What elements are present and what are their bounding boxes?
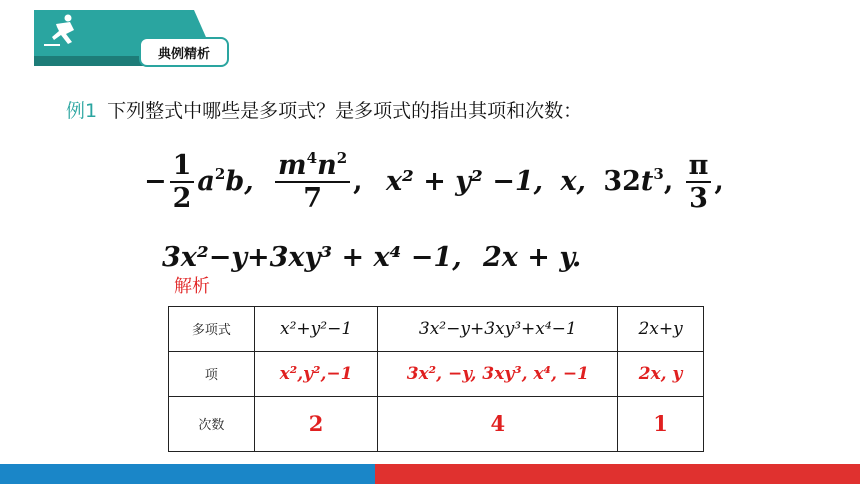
var-t: t [640, 165, 654, 197]
expression-line-1 [144, 150, 724, 214]
footer-bar-red [375, 464, 860, 484]
denominator: 3 [689, 183, 708, 215]
coef: 32 [603, 165, 641, 197]
numerator [275, 150, 350, 183]
answer-label: 解析 [174, 276, 210, 297]
numerator: 1 [170, 150, 195, 183]
denominator: 2 [172, 183, 192, 215]
expr-5 [603, 166, 664, 197]
question-text [66, 96, 582, 123]
degree-cell-3: 1 [618, 396, 704, 451]
expr-8: 2x + y. [483, 242, 582, 273]
expr-2 [275, 150, 350, 214]
expr-1 [144, 150, 263, 215]
row-label-terms: 项 [169, 351, 255, 396]
question-number: 例1 [66, 100, 98, 122]
footer-bar-blue [0, 464, 375, 484]
comma: , [663, 165, 674, 197]
poly-text: x²+y²−1 [280, 318, 353, 339]
comma: , [714, 165, 724, 197]
answer-table [168, 306, 704, 452]
expr-3: x² + y² −1, [385, 165, 544, 197]
terms-text: 2x, y [638, 363, 683, 384]
row-label-polynomial: 多项式 [169, 307, 255, 352]
expr-7: 3x²−y+3xy³ + x⁴ −1, [162, 242, 462, 273]
degree-cell-1: 2 [254, 396, 378, 451]
var-b: b, [225, 165, 254, 197]
terms-cell-3 [618, 351, 704, 396]
minus-sign: − [144, 165, 167, 197]
question-body: 下列整式中哪些是多项式？是多项式的指出其项和次数： [107, 100, 583, 122]
comma: , [353, 165, 363, 197]
row-label-degree: 次数 [169, 396, 255, 451]
var-a: a [197, 165, 215, 197]
numerator: π [686, 150, 712, 183]
fraction-1-2 [170, 150, 195, 214]
table-row [169, 351, 704, 396]
terms-text: 3x², −y, 3xy³, x⁴, −1 [406, 363, 589, 384]
poly-cell-3 [618, 307, 704, 352]
poly-cell-2 [378, 307, 618, 352]
var-m: m [278, 150, 307, 181]
degree-cell-2: 4 [378, 396, 618, 451]
terms-cell-1 [254, 351, 378, 396]
exp: 4 [306, 149, 318, 167]
section-tag: 典例精析 [139, 37, 229, 67]
table-row [169, 396, 704, 451]
exp: 3 [653, 164, 664, 183]
expr-6 [686, 150, 712, 214]
denominator: 7 [303, 183, 322, 215]
terms-text: x²,y²,−1 [279, 363, 353, 384]
terms-cell-2 [378, 351, 618, 396]
exp: 2 [336, 149, 348, 167]
var-n: n [317, 150, 337, 181]
exp: 2 [214, 164, 226, 183]
poly-text: 2x+y [638, 318, 683, 339]
expr-4: x, [560, 165, 586, 197]
poly-text: 3x²−y+3xy³+x⁴−1 [418, 318, 577, 339]
table-row [169, 307, 704, 352]
poly-cell-1 [254, 307, 378, 352]
expression-line-2 [162, 242, 581, 273]
